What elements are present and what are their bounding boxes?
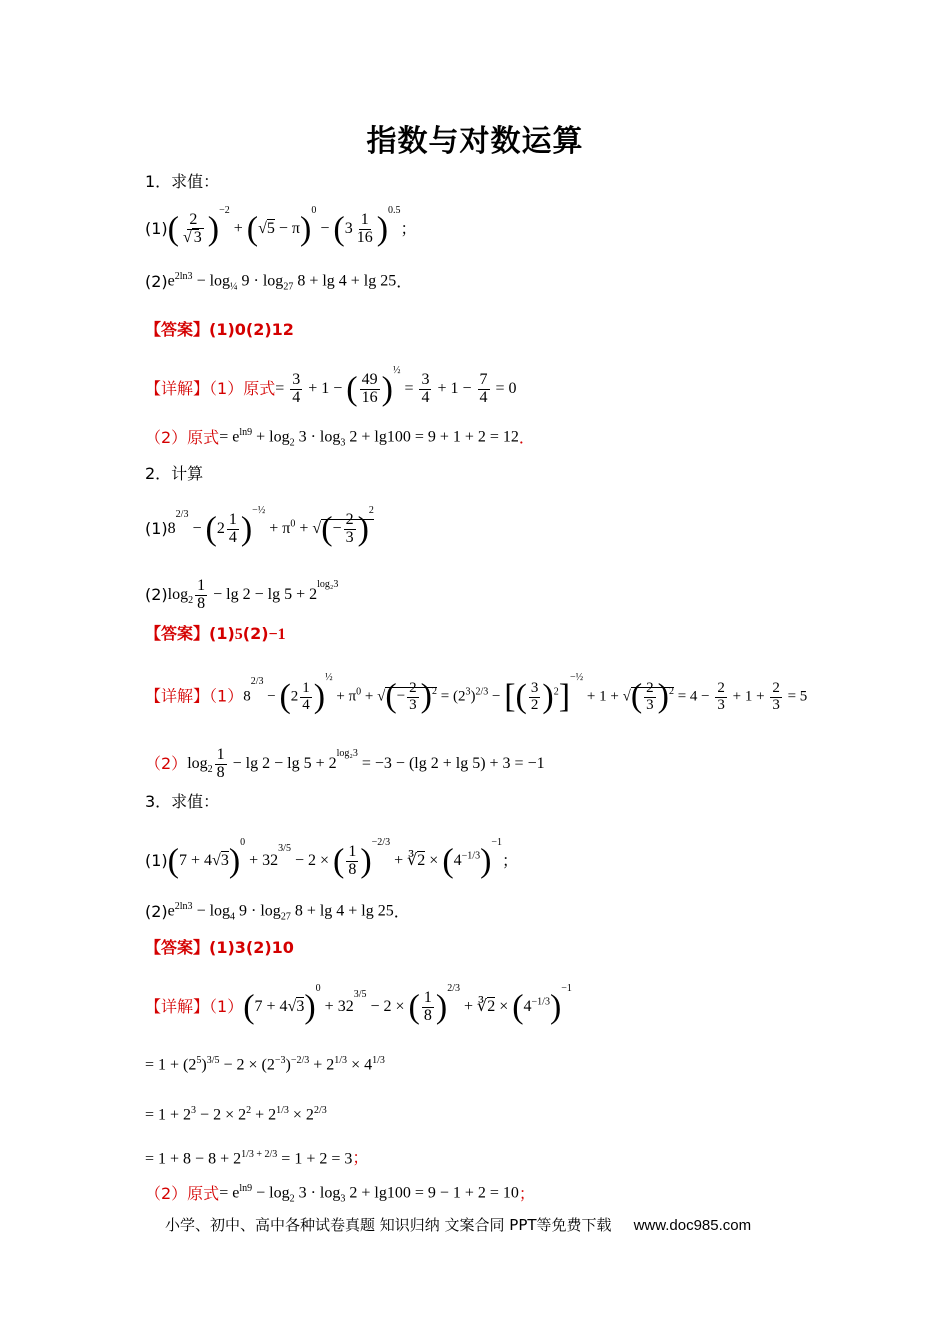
q1-answer: 【答案】(1)0(2)12 <box>145 320 294 339</box>
q1-p1-label: (1) <box>145 218 168 238</box>
q3-detail-label: 【详解】 <box>145 996 210 1016</box>
q3-step4-formula: = $1 + 8 - 8 + 2^{1/3 + 2/3} = 1 + 2 = 3$ <box>145 1149 353 1168</box>
q3-part1 <box>145 836 519 880</box>
q1-detail1-formula: = $\frac{3}{4}$ + 1 − ( $\frac{49}{16}$ )$^{\frac{1}{2}}$ = $\frac{3}{4}$ + 1 − $\frac{7}{4}$ = 0 <box>275 364 517 408</box>
q3-p1-label: (1) <box>145 850 168 870</box>
q2-detail2-formula: $\log_2$ $\frac{1}{8}$ − $\lg 2 - \lg 5 + 2^{log_23} = -3 - (\lg$ 2 + lg 5) + 3 = −1 <box>187 746 545 781</box>
q1-detail1 <box>145 364 517 408</box>
q2-p2-formula: $\log_2$ $\frac{1}{8}$ − $\lg 2 - \lg 5 + 2^{log_23}$ <box>167 577 339 612</box>
q1-part2 <box>145 272 412 293</box>
q2-answer-value1: 5 <box>234 625 243 643</box>
q1-detail2-formula: = $e^{ln9} + \log_2 3 \cdot \log_3 2 + \lg 100 = 9 + 1 + 2 = 12$ <box>219 427 519 449</box>
q3-detail1-prefix: （1） <box>209 996 244 1016</box>
q2-p1-formula: $8^{2/3} - (2$ $\frac{1}{4}$ )$^{-\frac{1}{2}} + \pi^0$ + √(− $\frac{2}{3}$ )$^2$ <box>167 504 374 548</box>
q2-detail2 <box>145 747 545 782</box>
q2-p1-label: (1) <box>145 518 168 538</box>
q3-step3 <box>145 1106 327 1123</box>
q3-detail2-tail: ； <box>518 1183 535 1203</box>
q3-answer: 【答案】(1)3(2)10 <box>145 938 294 957</box>
footer-text: 小学、初中、高中各种试卷真题 知识归纳 文案合同 PPT等免费下载 <box>165 1216 612 1234</box>
q2-detail2-prefix: （2） <box>145 753 188 773</box>
q2-answer <box>145 626 286 643</box>
q3-step4-tail: ； <box>352 1148 369 1168</box>
q2-detail1-prefix: （1） <box>209 686 244 706</box>
q2-p2-label: (2) <box>145 584 168 604</box>
q2-detail-label: 【详解】 <box>145 686 210 706</box>
q3-detail2-formula: = $e^{ln9} - \log_2 3 \cdot \log_3 2 + \lg 100 = 9 - 1 + 2 = 10$ <box>219 1183 519 1205</box>
q1-detail2-tail: ． <box>518 427 535 447</box>
q1-detail1-prefix: （1）原式 <box>209 378 276 398</box>
q2-part1 <box>145 504 374 548</box>
q2-answer-label: 【答案】(1) <box>145 624 235 643</box>
footer-url[interactable]: www.doc985.com <box>633 1217 752 1234</box>
q3-header: 3．求值： <box>145 792 220 811</box>
q3-p2-formula: $e^{2ln3} - \log_4 9 \cdot \log_{27} 8 + \lg 4 + \lg 25$ <box>167 901 394 923</box>
q2-answer-rest: (2) <box>242 624 269 643</box>
q3-step4 <box>145 1150 368 1167</box>
q1-p1-formula: ( $\frac{2}{√ 3}$ )$^{-2} + (√5 - \pi)^0 - (3$ $\frac{1}{16}$ )$^{0.5}$ <box>167 204 401 248</box>
q3-p2-label: (2) <box>145 901 168 921</box>
footer <box>165 1214 751 1235</box>
q3-detail1 <box>145 982 572 1026</box>
q2-detail1-formula: $8^{2/3} - (2$ $\frac{1}{4}$ )$^{\frac{1}{2}} + \pi^0$ + √(− $\frac{2}{3}$ )$^2 = (2^3)^{2/3}$ − [( $\frac{3}{2}$ )$^2$]$^{-\frac{1}{2}}$ + 1 + √( $\frac{2}{3}$ )$^2$ = 4 − $\frac{2}{3}$ + 1 + $\frac{2}{3}$ = 5 <box>243 672 808 715</box>
q1-detail-label: 【详解】 <box>145 378 210 398</box>
q3-part2 <box>145 902 410 923</box>
q2-header: 2．计算 <box>145 464 204 483</box>
q2-answer-value2: −1 <box>268 625 286 643</box>
q3-p1-tail: ； <box>502 850 519 870</box>
q3-p2-tail: ． <box>393 901 410 921</box>
q3-step3-formula: = $1 + 2^3 - 2 \times 2^2 + 2^{1/3} \times 2^{2/3}$ <box>145 1105 327 1124</box>
q3-detail2 <box>145 1184 535 1205</box>
q1-part1 <box>145 204 417 248</box>
q1-p2-formula: $e^{2ln3} - \log_{\frac{1}{4}} 9 \cdot \log_{27} 8 + \lg 4 + \lg 25$ <box>167 271 397 293</box>
q2-detail1 <box>145 672 808 715</box>
q1-header: 1．求值： <box>145 172 220 191</box>
q2-part2 <box>145 578 338 613</box>
q1-p2-tail: ． <box>396 271 413 291</box>
q1-detail2-prefix: （2）原式 <box>145 427 220 447</box>
q3-detail2-prefix: （2）原式 <box>145 1183 220 1203</box>
q1-p1-tail: ； <box>400 218 417 238</box>
q3-step2 <box>145 1056 385 1073</box>
q3-detail1-formula: $(7 + 4√3)^0 + 32^{3/5} - 2$ × ( $\frac{1}{8}$ )$^{2/3}$ + ∛2 × $(4^{-1/3})^{-1}$ <box>243 982 572 1026</box>
q3-p1-formula: $(7 + 4√3)^0 + 32^{3/5} - 2$ × ( $\frac{1}{8}$ )$^{-2/3}$ + ∛2 × $(4^{-1/3})^{-1}$ <box>167 836 503 880</box>
q1-detail2 <box>145 428 535 449</box>
q1-p2-label: (2) <box>145 271 168 291</box>
q3-step2-formula: = $1 + (2^5)^{3/5} - 2 \times (2^{-3})^{-2/3} + 2^{1/3} \times 4^{1/3}$ <box>145 1055 385 1074</box>
page-title: 指数与对数运算 <box>366 124 584 159</box>
